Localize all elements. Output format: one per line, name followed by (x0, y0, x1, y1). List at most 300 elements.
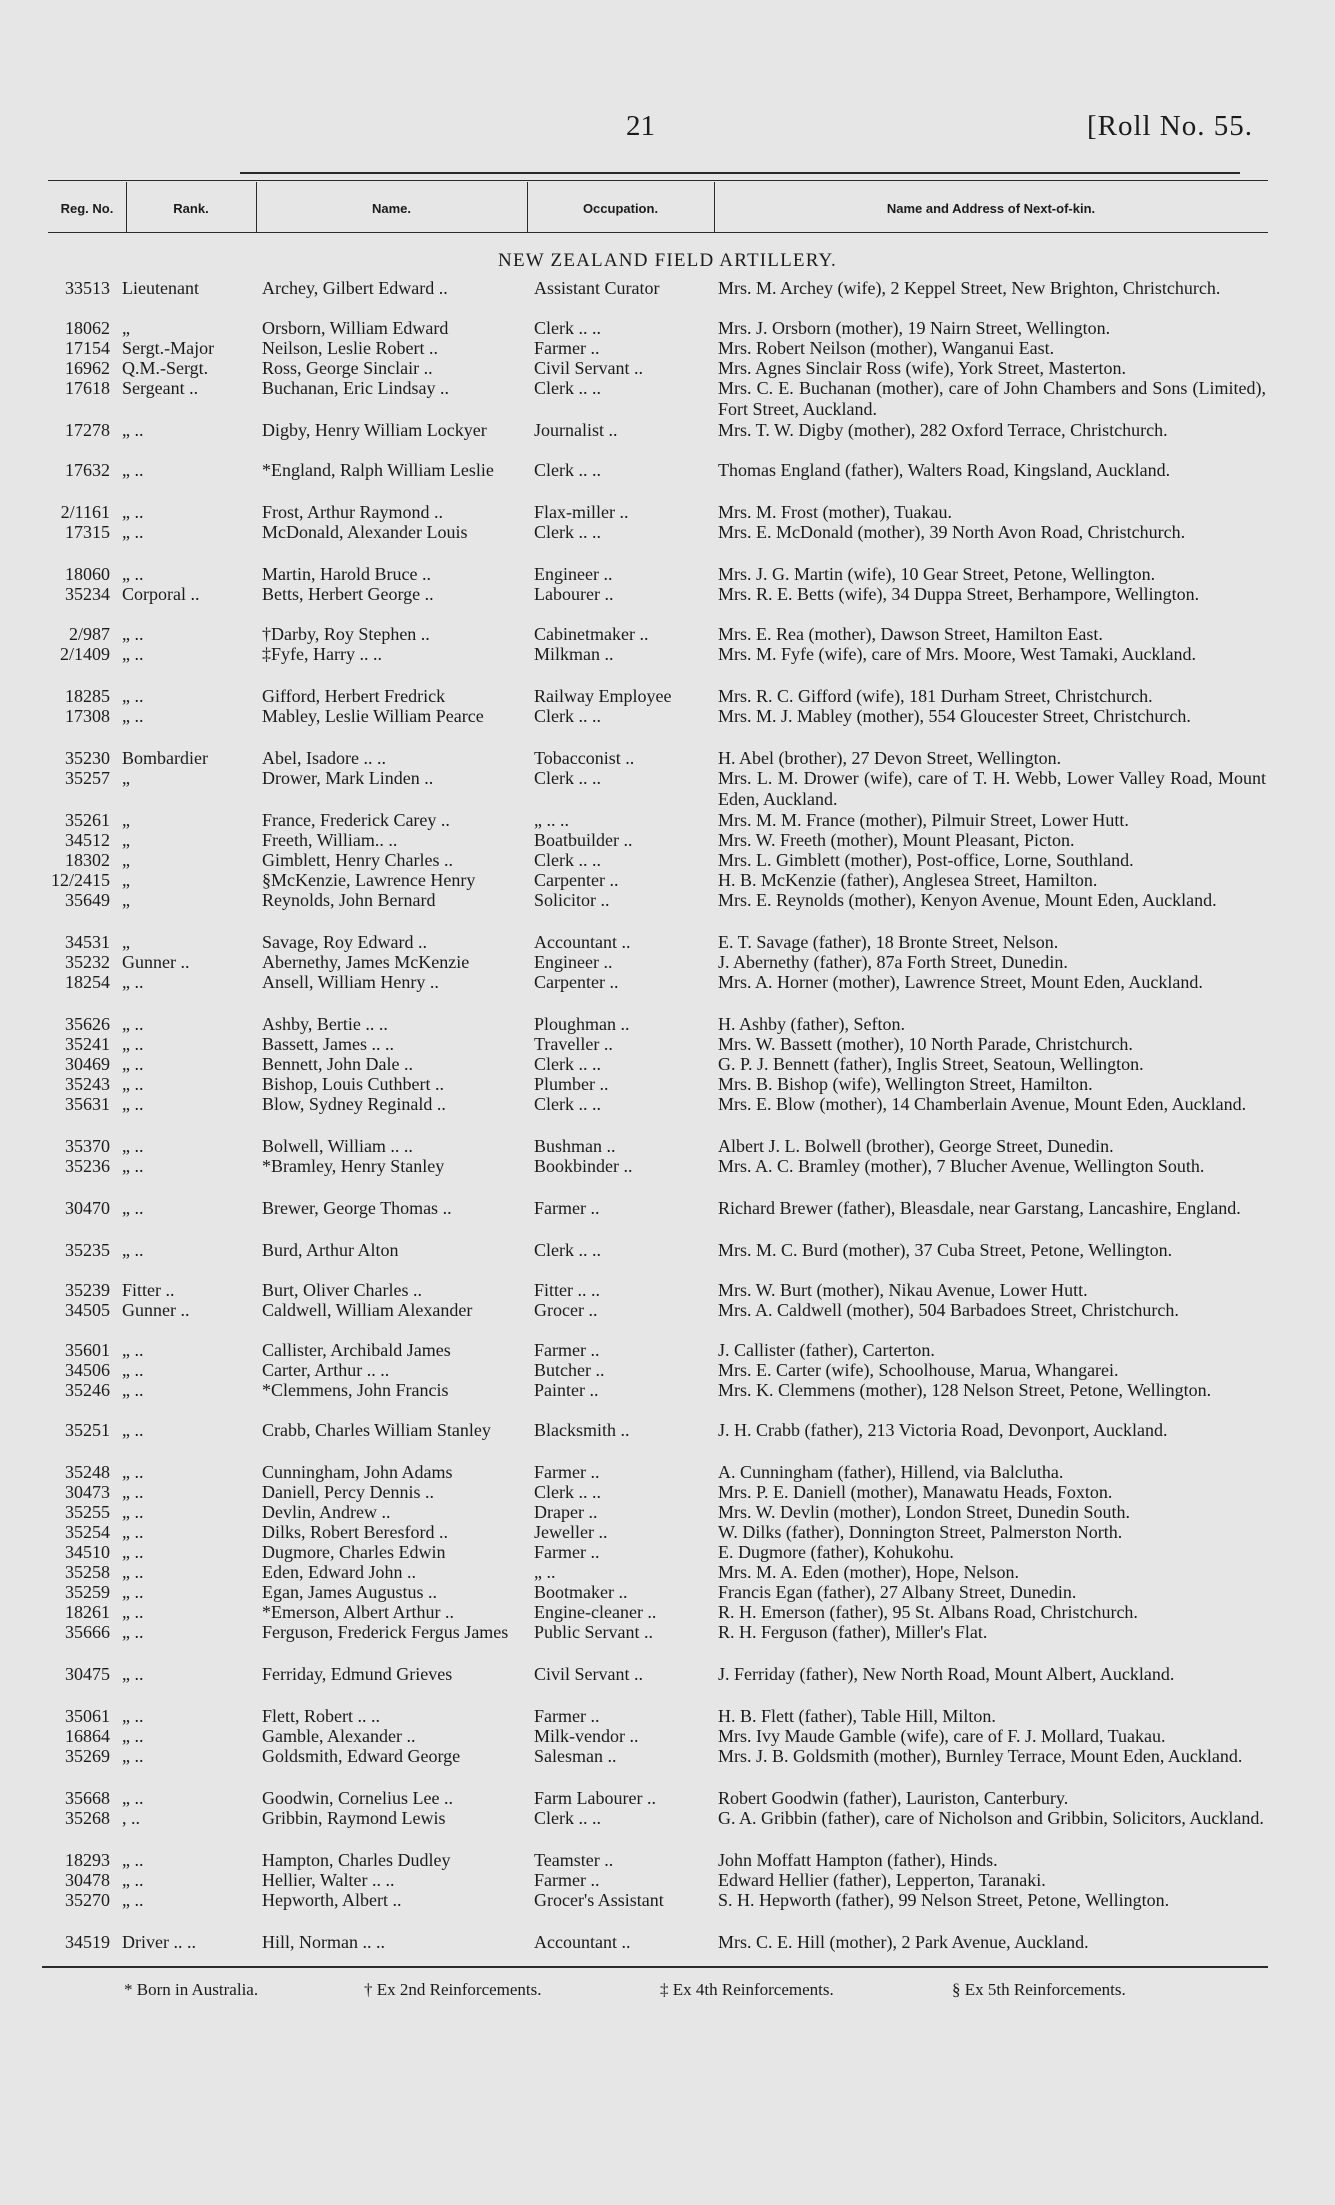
cell-reg-no: 35258 (65, 1562, 110, 1582)
col-header-rank: Rank. (173, 200, 209, 216)
cell-occupation: Engineer .. (534, 564, 613, 584)
cell-next-of-kin: R. H. Ferguson (father), Miller's Flat. (718, 1622, 988, 1642)
cell-occupation: Farmer .. (534, 1340, 600, 1360)
header-rule-upper (48, 180, 1268, 181)
cell-next-of-kin: J. H. Crabb (father), 213 Victoria Road, Devonport, Auckland. (718, 1420, 1168, 1440)
cell-name: ‡Fyfe, Harry .. .. (262, 644, 382, 664)
cell-next-of-kin: Mrs. C. E. Hill (mother), 2 Park Avenue, Auckland. (718, 1932, 1089, 1952)
cell-rank: „ .. (122, 1542, 144, 1562)
cell-name: Hill, Norman .. .. (262, 1932, 385, 1952)
footnote-4th-reinforcements: ‡ Ex 4th Reinforcements. (660, 1980, 834, 1999)
page-number: 21 (626, 110, 655, 142)
cell-occupation: „ .. .. (534, 810, 569, 830)
cell-reg-no: 35254 (65, 1522, 110, 1542)
cell-occupation: Milk-vendor .. (534, 1726, 639, 1746)
cell-next-of-kin: Mrs. T. W. Digby (mother), 282 Oxford Terrace, Christchurch. (718, 420, 1168, 440)
cell-occupation: Ploughman .. (534, 1014, 630, 1034)
cell-name: Archey, Gilbert Edward .. (262, 278, 448, 298)
cell-name: Bolwell, William .. .. (262, 1136, 413, 1156)
col-header-reg: Reg. No. (60, 200, 114, 216)
cell-reg-no: 35626 (65, 1014, 110, 1034)
cell-name: Burd, Arthur Alton (262, 1240, 399, 1260)
cell-next-of-kin: Mrs. M. Frost (mother), Tuakau. (718, 502, 953, 522)
cell-next-of-kin: Mrs. J. B. Goldsmith (mother), Burnley Terrace, Mount Eden, Auckland. (718, 1746, 1243, 1766)
col-header-next-of-kin: Name and Address of Next-of-kin. (886, 200, 1096, 216)
cell-rank: „ .. (122, 1502, 144, 1522)
cell-occupation: Accountant .. (534, 1932, 631, 1952)
cell-rank: „ .. (122, 1240, 144, 1260)
cell-occupation: Butcher .. (534, 1360, 605, 1380)
cell-occupation: „ .. (534, 1562, 556, 1582)
cell-reg-no: 35241 (65, 1034, 110, 1054)
cell-next-of-kin: Mrs. E. Rea (mother), Dawson Street, Hamilton East. (718, 624, 1103, 644)
cell-next-of-kin: Thomas England (father), Walters Road, Kingsland, Auckland. (718, 460, 1171, 480)
cell-reg-no: 35230 (65, 748, 110, 768)
cell-next-of-kin: John Moffatt Hampton (father), Hinds. (718, 1850, 998, 1870)
cell-reg-no: 2/1161 (60, 502, 110, 522)
cell-name: Crabb, Charles William Stanley (262, 1420, 491, 1440)
cell-next-of-kin: Mrs. W. Bassett (mother), 10 North Parade, Christchurch. (718, 1034, 1133, 1054)
cell-rank: „ .. (122, 1706, 144, 1726)
cell-reg-no: 30475 (65, 1664, 110, 1684)
cell-occupation: Farmer .. (534, 338, 600, 358)
cell-reg-no: 34531 (65, 932, 110, 952)
cell-rank: „ .. (122, 1788, 144, 1808)
cell-occupation: Clerk .. .. (534, 850, 601, 870)
cell-name: Freeth, William.. .. (262, 830, 398, 850)
cell-next-of-kin: H. Ashby (father), Sefton. (718, 1014, 905, 1034)
cell-next-of-kin: Mrs. R. E. Betts (wife), 34 Duppa Street, Berhampore, Wellington. (718, 584, 1200, 604)
cell-reg-no: 30469 (65, 1054, 110, 1074)
cell-occupation: Teamster .. (534, 1850, 614, 1870)
cell-next-of-kin: Mrs. P. E. Daniell (mother), Manawatu Heads, Foxton. (718, 1482, 1113, 1502)
cell-reg-no: 35268 (65, 1808, 110, 1828)
col-header-occupation: Occupation. (582, 200, 659, 216)
cell-reg-no: 35255 (65, 1502, 110, 1522)
cell-next-of-kin: Mrs. A. C. Bramley (mother), 7 Blucher Avenue, Wellington South. (718, 1156, 1205, 1176)
cell-reg-no: 35257 (65, 768, 110, 788)
cell-name: Carter, Arthur .. .. (262, 1360, 390, 1380)
cell-name: *Clemmens, John Francis (262, 1380, 449, 1400)
cell-occupation: Farmer .. (534, 1542, 600, 1562)
cell-occupation: Farmer .. (534, 1706, 600, 1726)
cell-next-of-kin: Edward Hellier (father), Lepperton, Taranaki. (718, 1870, 1046, 1890)
cell-rank: „ .. (122, 1622, 144, 1642)
table-row (0, 1932, 1335, 1982)
cell-occupation: Clerk .. .. (534, 1808, 601, 1828)
footnote-born-australia: * Born in Australia. (124, 1980, 259, 1999)
cell-next-of-kin: Mrs. C. E. Buchanan (mother), care of John Chambers and Sons (Limited), Fort Street, Auckland. (718, 378, 1266, 419)
cell-next-of-kin: Mrs. E. McDonald (mother), 39 North Avon Road, Christchurch. (718, 522, 1186, 542)
cell-occupation: Clerk .. .. (534, 706, 601, 726)
cell-rank: Lieutenant (122, 278, 199, 298)
cell-occupation: Jeweller .. (534, 1522, 608, 1542)
cell-name: Betts, Herbert George .. (262, 584, 434, 604)
cell-reg-no: 35248 (65, 1462, 110, 1482)
cell-rank: Sergt.-Major (122, 338, 215, 358)
cell-next-of-kin: Mrs. R. C. Gifford (wife), 181 Durham Street, Christchurch. (718, 686, 1153, 706)
cell-name: Egan, James Augustus .. (262, 1582, 437, 1602)
cell-occupation: Painter .. (534, 1380, 599, 1400)
cell-occupation: Farm Labourer .. (534, 1788, 656, 1808)
cell-rank: „ .. (122, 1890, 144, 1910)
cell-next-of-kin: Robert Goodwin (father), Lauriston, Canterbury. (718, 1788, 1069, 1808)
footnotes (0, 1980, 1335, 2006)
cell-occupation: Carpenter .. (534, 972, 619, 992)
cell-rank: Sergeant .. (122, 378, 199, 398)
cell-name: Goldsmith, Edward George (262, 1746, 461, 1766)
cell-occupation: Clerk .. .. (534, 1240, 601, 1260)
cell-rank: „ .. (122, 1582, 144, 1602)
cell-reg-no: 35239 (65, 1280, 110, 1300)
cell-next-of-kin: J. Abernethy (father), 87a Forth Street, Dunedin. (718, 952, 1068, 972)
cell-name: Hellier, Walter .. .. (262, 1870, 395, 1890)
cell-rank: „ (122, 318, 130, 338)
cell-reg-no: 34510 (65, 1542, 110, 1562)
cell-name: *Bramley, Henry Stanley (262, 1156, 445, 1176)
cell-next-of-kin: Francis Egan (father), 27 Albany Street, Dunedin. (718, 1582, 1077, 1602)
cell-rank: „ .. (122, 1850, 144, 1870)
cell-name: Blow, Sydney Reginald .. (262, 1094, 446, 1114)
cell-rank: „ (122, 850, 130, 870)
cell-reg-no: 2/987 (68, 624, 110, 644)
cell-rank: „ .. (122, 1746, 144, 1766)
cell-occupation: Salesman .. (534, 1746, 617, 1766)
cell-reg-no: 35666 (65, 1622, 110, 1642)
cell-rank: Bombardier (122, 748, 208, 768)
cell-reg-no: 18060 (65, 564, 110, 584)
cell-next-of-kin: Mrs. L. M. Drower (wife), care of T. H. Webb, Lower Valley Road, Mount Eden, Auckland. (718, 768, 1266, 809)
cell-occupation: Traveller .. (534, 1034, 613, 1054)
cell-occupation: Bootmaker .. (534, 1582, 628, 1602)
cell-reg-no: 18254 (65, 972, 110, 992)
cell-name: Frost, Arthur Raymond .. (262, 502, 444, 522)
cell-reg-no: 16962 (65, 358, 110, 378)
cell-occupation: Farmer .. (534, 1198, 600, 1218)
cell-rank: „ .. (122, 564, 144, 584)
cell-name: Gribbin, Raymond Lewis (262, 1808, 446, 1828)
cell-occupation: Civil Servant .. (534, 358, 643, 378)
cell-reg-no: 35631 (65, 1094, 110, 1114)
cell-occupation: Carpenter .. (534, 870, 619, 890)
cell-rank: „ .. (122, 1014, 144, 1034)
cell-occupation: Blacksmith .. (534, 1420, 630, 1440)
cell-name: *England, Ralph William Leslie (262, 460, 494, 480)
cell-occupation: Civil Servant .. (534, 1664, 643, 1684)
cell-reg-no: 17278 (65, 420, 110, 440)
cell-reg-no: 35601 (65, 1340, 110, 1360)
cell-name: Dilks, Robert Beresford .. (262, 1522, 448, 1542)
cell-reg-no: 17308 (65, 706, 110, 726)
cell-name: Goodwin, Cornelius Lee .. (262, 1788, 453, 1808)
cell-rank: „ .. (122, 1054, 144, 1074)
cell-reg-no: 30473 (65, 1482, 110, 1502)
cell-rank: Fitter .. (122, 1280, 175, 1300)
cell-name: Mabley, Leslie William Pearce (262, 706, 484, 726)
cell-name: Ferriday, Edmund Grieves (262, 1664, 453, 1684)
cell-rank: „ (122, 932, 130, 952)
cell-rank: „ .. (122, 706, 144, 726)
cell-occupation: Grocer's Assistant (534, 1890, 664, 1910)
cell-occupation: Labourer .. (534, 584, 614, 604)
cell-rank: Driver .. .. (122, 1932, 196, 1952)
section-title: NEW ZEALAND FIELD ARTILLERY. (498, 250, 837, 271)
cell-next-of-kin: W. Dilks (father), Donnington Street, Palmerston North. (718, 1522, 1123, 1542)
cell-next-of-kin: Mrs. E. Reynolds (mother), Kenyon Avenue, Mount Eden, Auckland. (718, 890, 1217, 910)
cell-reg-no: 18302 (65, 850, 110, 870)
cell-occupation: Flax-miller .. (534, 502, 629, 522)
cell-reg-no: 35236 (65, 1156, 110, 1176)
cell-next-of-kin: Albert J. L. Bolwell (brother), George Street, Dunedin. (718, 1136, 1114, 1156)
cell-reg-no: 35259 (65, 1582, 110, 1602)
col-header-name: Name. (371, 200, 412, 216)
cell-next-of-kin: Mrs. J. G. Martin (wife), 10 Gear Street, Petone, Wellington. (718, 564, 1156, 584)
cell-rank: „ .. (122, 1602, 144, 1622)
cell-rank: „ (122, 768, 130, 788)
cell-next-of-kin: Mrs. M. J. Mabley (mother), 554 Gloucester Street, Christchurch. (718, 706, 1191, 726)
cell-rank: „ .. (122, 1094, 144, 1114)
cell-reg-no: 30478 (65, 1870, 110, 1890)
cell-rank: „ .. (122, 1136, 144, 1156)
cell-reg-no: 16864 (65, 1726, 110, 1746)
cell-rank: „ .. (122, 502, 144, 522)
cell-name: Neilson, Leslie Robert .. (262, 338, 438, 358)
cell-rank: „ .. (122, 1522, 144, 1542)
cell-rank: , .. (122, 1808, 140, 1828)
cell-next-of-kin: J. Ferriday (father), New North Road, Mount Albert, Auckland. (718, 1664, 1175, 1684)
cell-name: Gamble, Alexander .. (262, 1726, 416, 1746)
roll-number: [Roll No. 55. (1086, 110, 1253, 142)
cell-reg-no: 35668 (65, 1788, 110, 1808)
cell-name: Bishop, Louis Cuthbert .. (262, 1074, 445, 1094)
cell-rank: „ .. (122, 624, 144, 644)
cell-occupation: Clerk .. .. (534, 1482, 601, 1502)
cell-next-of-kin: A. Cunningham (father), Hillend, via Balclutha. (718, 1462, 1064, 1482)
cell-name: Ansell, William Henry .. (262, 972, 439, 992)
cell-reg-no: 34505 (65, 1300, 110, 1320)
cell-next-of-kin: Richard Brewer (father), Bleasdale, near Garstang, Lancashire, England. (718, 1198, 1241, 1218)
cell-occupation: Journalist .. (534, 420, 618, 440)
cell-next-of-kin: G. P. J. Bennett (father), Inglis Street, Seatoun, Wellington. (718, 1054, 1144, 1074)
cell-next-of-kin: S. H. Hepworth (father), 99 Nelson Street, Petone, Wellington. (718, 1890, 1170, 1910)
cell-name: Brewer, George Thomas .. (262, 1198, 452, 1218)
cell-next-of-kin: Mrs. M. Fyfe (wife), care of Mrs. Moore, West Tamaki, Auckland. (718, 644, 1197, 664)
cell-rank: „ .. (122, 420, 144, 440)
cell-next-of-kin: Mrs. W. Burt (mother), Nikau Avenue, Lower Hutt. (718, 1280, 1088, 1300)
cell-next-of-kin: Mrs. A. Caldwell (mother), 504 Barbadoes Street, Christchurch. (718, 1300, 1179, 1320)
cell-rank: Q.M.-Sergt. (122, 358, 209, 378)
cell-reg-no: 35261 (65, 810, 110, 830)
cell-reg-no: 35235 (65, 1240, 110, 1260)
cell-next-of-kin: Mrs. J. Orsborn (mother), 19 Nairn Street, Wellington. (718, 318, 1111, 338)
cell-next-of-kin: Mrs. K. Clemmens (mother), 128 Nelson Street, Petone, Wellington. (718, 1380, 1212, 1400)
cell-rank: Gunner .. (122, 1300, 190, 1320)
cell-occupation: Clerk .. .. (534, 1094, 601, 1114)
cell-reg-no: 35232 (65, 952, 110, 972)
cell-reg-no: 18062 (65, 318, 110, 338)
cell-next-of-kin: Mrs. M. M. France (mother), Pilmuir Street, Lower Hutt. (718, 810, 1129, 830)
cell-occupation: Solicitor .. (534, 890, 610, 910)
cell-name: Martin, Harold Bruce .. (262, 564, 431, 584)
cell-occupation: Cabinetmaker .. (534, 624, 649, 644)
cell-reg-no: 18261 (65, 1602, 110, 1622)
cell-rank: „ .. (122, 1870, 144, 1890)
cell-reg-no: 17154 (65, 338, 110, 358)
cell-occupation: Clerk .. .. (534, 522, 601, 542)
cell-rank: „ .. (122, 1074, 144, 1094)
cell-name: France, Frederick Carey .. (262, 810, 450, 830)
cell-rank: „ .. (122, 460, 144, 480)
cell-name: Digby, Henry William Lockyer (262, 420, 487, 440)
cell-name: Abernethy, James McKenzie (262, 952, 470, 972)
cell-occupation: Tobacconist .. (534, 748, 635, 768)
cell-reg-no: 17618 (65, 378, 110, 398)
cell-name: †Darby, Roy Stephen .. (262, 624, 430, 644)
cell-reg-no: 18285 (65, 686, 110, 706)
cell-name: Ferguson, Frederick Fergus James (262, 1622, 509, 1642)
header-rule-top (240, 172, 1240, 174)
cell-name: Buchanan, Eric Lindsay .. (262, 378, 449, 398)
cell-name: Ashby, Bertie .. .. (262, 1014, 388, 1034)
cell-next-of-kin: Mrs. Agnes Sinclair Ross (wife), York Street, Masterton. (718, 358, 1126, 378)
cell-occupation: Public Servant .. (534, 1622, 653, 1642)
cell-name: Abel, Isadore .. .. (262, 748, 386, 768)
cell-occupation: Clerk .. .. (534, 378, 601, 398)
cell-name: Orsborn, William Edward (262, 318, 449, 338)
cell-reg-no: 17632 (65, 460, 110, 480)
cell-next-of-kin: H. B. Flett (father), Table Hill, Milton. (718, 1706, 996, 1726)
cell-reg-no: 35243 (65, 1074, 110, 1094)
cell-rank: „ (122, 830, 130, 850)
cell-rank: „ .. (122, 1482, 144, 1502)
footnote-5th-reinforcements: § Ex 5th Reinforcements. (952, 1980, 1126, 1999)
cell-rank: „ .. (122, 1462, 144, 1482)
cell-occupation: Clerk .. .. (534, 318, 601, 338)
cell-reg-no: 12/2415 (50, 870, 110, 890)
cell-reg-no: 35234 (65, 584, 110, 604)
cell-next-of-kin: Mrs. Ivy Maude Gamble (wife), care of F. J. Mollard, Tuakau. (718, 1726, 1166, 1746)
cell-occupation: Railway Employee (534, 686, 672, 706)
cell-reg-no: 35246 (65, 1380, 110, 1400)
cell-rank: „ .. (122, 1340, 144, 1360)
cell-name: Dugmore, Charles Edwin (262, 1542, 446, 1562)
cell-next-of-kin: E. T. Savage (father), 18 Bronte Street, Nelson. (718, 932, 1059, 952)
cell-name: Flett, Robert .. .. (262, 1706, 380, 1726)
cell-occupation: Clerk .. .. (534, 768, 601, 788)
cell-rank: „ .. (122, 522, 144, 542)
cell-reg-no: 35270 (65, 1890, 110, 1910)
cell-reg-no: 35251 (65, 1420, 110, 1440)
cell-next-of-kin: R. H. Emerson (father), 95 St. Albans Road, Christchurch. (718, 1602, 1138, 1622)
cell-occupation: Engineer .. (534, 952, 613, 972)
cell-name: Eden, Edward John .. (262, 1562, 416, 1582)
cell-name: Cunningham, John Adams (262, 1462, 453, 1482)
cell-name: Drower, Mark Linden .. (262, 768, 434, 788)
cell-name: §McKenzie, Lawrence Henry (262, 870, 476, 890)
cell-next-of-kin: Mrs. E. Carter (wife), Schoolhouse, Marua, Whangarei. (718, 1360, 1119, 1380)
cell-occupation: Assistant Curator (534, 278, 660, 298)
cell-name: Hepworth, Albert .. (262, 1890, 402, 1910)
cell-next-of-kin: G. A. Gribbin (father), care of Nicholson and Gribbin, Solicitors, Auckland. (718, 1808, 1264, 1828)
cell-occupation: Accountant .. (534, 932, 631, 952)
cell-reg-no: 18293 (65, 1850, 110, 1870)
cell-rank: „ .. (122, 1420, 144, 1440)
cell-name: Callister, Archibald James (262, 1340, 451, 1360)
cell-next-of-kin: Mrs. W. Devlin (mother), London Street, Dunedin South. (718, 1502, 1130, 1522)
cell-occupation: Farmer .. (534, 1462, 600, 1482)
cell-name: Hampton, Charles Dudley (262, 1850, 451, 1870)
cell-rank: „ .. (122, 1726, 144, 1746)
cell-next-of-kin: J. Callister (father), Carterton. (718, 1340, 935, 1360)
cell-rank: „ .. (122, 1562, 144, 1582)
cell-name: Reynolds, John Bernard (262, 890, 436, 910)
cell-occupation: Fitter .. .. (534, 1280, 600, 1300)
cell-rank: „ (122, 810, 130, 830)
cell-occupation: Clerk .. .. (534, 1054, 601, 1074)
cell-occupation: Milkman .. (534, 644, 614, 664)
cell-rank: „ (122, 870, 130, 890)
cell-rank: „ (122, 890, 130, 910)
cell-reg-no: 34512 (65, 830, 110, 850)
cell-reg-no: 35370 (65, 1136, 110, 1156)
cell-name: Ross, George Sinclair .. (262, 358, 433, 378)
cell-rank: „ .. (122, 644, 144, 664)
cell-name: McDonald, Alexander Louis (262, 522, 468, 542)
cell-name: Bennett, John Dale .. (262, 1054, 413, 1074)
cell-rank: Corporal .. (122, 584, 200, 604)
cell-next-of-kin: Mrs. M. C. Burd (mother), 37 Cuba Street, Petone, Wellington. (718, 1240, 1173, 1260)
cell-reg-no: 33513 (65, 278, 110, 298)
cell-name: Gimblett, Henry Charles .. (262, 850, 453, 870)
cell-rank: Gunner .. (122, 952, 190, 972)
cell-name: Savage, Roy Edward .. (262, 932, 427, 952)
footer-rule (42, 1966, 1268, 1968)
cell-reg-no: 35269 (65, 1746, 110, 1766)
cell-rank: „ .. (122, 1156, 144, 1176)
cell-reg-no: 34506 (65, 1360, 110, 1380)
cell-name: Burt, Oliver Charles .. (262, 1280, 422, 1300)
cell-name: Caldwell, William Alexander (262, 1300, 473, 1320)
cell-name: *Emerson, Albert Arthur .. (262, 1602, 454, 1622)
cell-rank: „ .. (122, 1380, 144, 1400)
cell-next-of-kin: Mrs. M. Archey (wife), 2 Keppel Street, New Brighton, Christchurch. (718, 278, 1221, 298)
cell-occupation: Engine-cleaner .. (534, 1602, 657, 1622)
cell-rank: „ .. (122, 1664, 144, 1684)
cell-next-of-kin: Mrs. B. Bishop (wife), Wellington Street, Hamilton. (718, 1074, 1093, 1094)
cell-reg-no: 30470 (65, 1198, 110, 1218)
cell-reg-no: 35061 (65, 1706, 110, 1726)
cell-occupation: Farmer .. (534, 1870, 600, 1890)
cell-next-of-kin: Mrs. L. Gimblett (mother), Post-office, Lorne, Southland. (718, 850, 1134, 870)
cell-occupation: Boatbuilder .. (534, 830, 633, 850)
header-rule-lower (48, 232, 1268, 233)
cell-name: Bassett, James .. .. (262, 1034, 394, 1054)
cell-next-of-kin: H. B. McKenzie (father), Anglesea Street, Hamilton. (718, 870, 1098, 890)
cell-occupation: Bookbinder .. (534, 1156, 633, 1176)
cell-rank: „ .. (122, 686, 144, 706)
cell-occupation: Plumber .. (534, 1074, 609, 1094)
cell-name: Daniell, Percy Dennis .. (262, 1482, 434, 1502)
cell-reg-no: 35649 (65, 890, 110, 910)
cell-occupation: Draper .. (534, 1502, 598, 1522)
footnote-2nd-reinforcements: † Ex 2nd Reinforcements. (364, 1980, 542, 1999)
cell-name: Devlin, Andrew .. (262, 1502, 391, 1522)
cell-reg-no: 17315 (65, 522, 110, 542)
cell-name: Gifford, Herbert Fredrick (262, 686, 446, 706)
cell-next-of-kin: E. Dugmore (father), Kohukohu. (718, 1542, 954, 1562)
cell-rank: „ .. (122, 1360, 144, 1380)
cell-reg-no: 34519 (65, 1932, 110, 1952)
